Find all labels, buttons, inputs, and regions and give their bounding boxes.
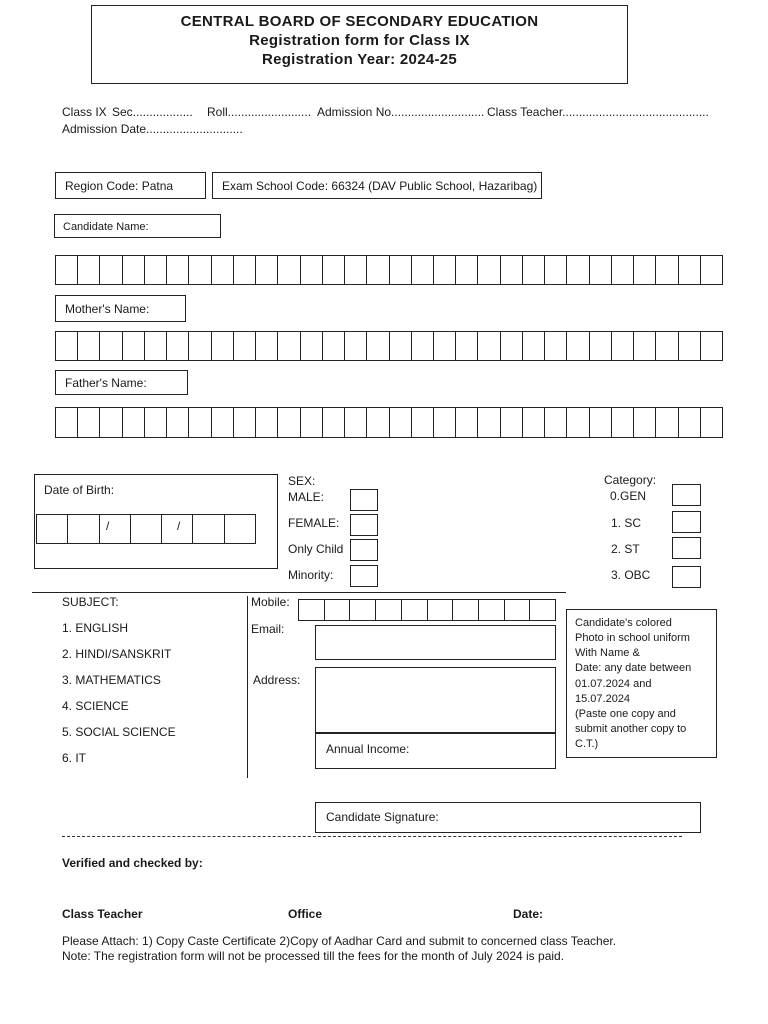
fathers-name-label-box	[55, 370, 188, 395]
photo-note-line: C.T.)	[575, 738, 599, 750]
region-code-box	[55, 172, 206, 199]
mothers-name-label: Mother's Name:	[65, 302, 150, 316]
dob-label: Date of Birth:	[44, 483, 115, 497]
email-label: Email:	[251, 622, 285, 636]
class-teacher-field[interactable]: Class Teacher............................................	[487, 105, 709, 119]
mothers-name-label-box	[55, 295, 186, 322]
section-divider	[32, 592, 566, 593]
attach-note: Please Attach: 1) Copy Caste Certificate 2)Copy of Aadhar Card and submit to concerned class Teacher.	[62, 934, 617, 948]
email-input[interactable]	[315, 625, 556, 660]
category-st-checkbox[interactable]	[672, 537, 701, 559]
photo-note-line: With Name &	[575, 647, 640, 659]
subject-item: 4. SCIENCE	[62, 699, 129, 713]
category-sc-checkbox[interactable]	[672, 511, 701, 533]
sex-label: SEX:	[288, 474, 316, 488]
female-label: FEMALE:	[288, 516, 340, 530]
mothers-name-grid[interactable]	[55, 331, 723, 361]
photo-note-line: Candidate's colored	[575, 617, 672, 629]
verified-label: Verified and checked by:	[62, 856, 203, 870]
photo-note-line: (Paste one copy and	[575, 708, 676, 720]
photo-box[interactable]	[566, 609, 717, 758]
region-code: Region Code: Patna	[65, 179, 174, 193]
mobile-grid[interactable]	[298, 599, 556, 621]
address-input[interactable]	[315, 667, 556, 733]
annual-income-box[interactable]	[315, 733, 556, 769]
exam-school-code: Exam School Code: 66324 (DAV Public School, Hazaribag)	[222, 179, 538, 193]
subject-item: 1. ENGLISH	[62, 621, 129, 635]
board-title: CENTRAL BOARD OF SECONDARY EDUCATION	[180, 13, 539, 30]
female-checkbox[interactable]	[350, 514, 378, 536]
subject-item: 5. SOCIAL SCIENCE	[62, 725, 176, 739]
category-sc-label: 1. SC	[611, 516, 642, 530]
date-signoff: Date:	[513, 907, 544, 921]
category-gen-label: 0.GEN	[610, 489, 647, 503]
minority-checkbox[interactable]	[350, 565, 378, 587]
male-checkbox[interactable]	[350, 489, 378, 511]
admission-date-field[interactable]: Admission Date.............................	[62, 122, 243, 136]
photo-note-line: 01.07.2024 and	[575, 678, 652, 690]
subject-item: 3. MATHEMATICS	[62, 673, 161, 687]
dob-separator-2: /	[177, 519, 181, 533]
exam-school-code-box	[212, 172, 542, 199]
address-label: Address:	[253, 673, 301, 687]
form-title: Registration form for Class IX	[249, 32, 470, 49]
fathers-name-grid[interactable]	[55, 407, 723, 438]
subject-divider	[247, 596, 248, 778]
candidate-name-grid[interactable]	[55, 255, 723, 285]
category-label: Category:	[604, 473, 657, 487]
category-obc-checkbox[interactable]	[672, 566, 701, 588]
minority-label: Minority:	[288, 568, 334, 582]
category-st-label: 2. ST	[611, 542, 640, 556]
fees-note: Note: The registration form will not be processed till the fees for the month of July 2024 is paid.	[62, 949, 565, 963]
subject-item: 2. HINDI/SANSKRIT	[62, 647, 172, 661]
class-label: Class IX	[62, 105, 107, 119]
admission-no-field[interactable]: Admission No............................	[317, 105, 485, 119]
form-header	[91, 5, 628, 84]
dob-separator-1: /	[106, 519, 110, 533]
only-child-checkbox[interactable]	[350, 539, 378, 561]
class-teacher-signoff: Class Teacher	[62, 907, 143, 921]
annual-income-label: Annual Income:	[326, 742, 410, 756]
candidate-signature-box[interactable]	[315, 802, 701, 833]
category-gen-checkbox[interactable]	[672, 484, 701, 506]
only-child-label: Only Child	[288, 542, 344, 556]
subject-label: SUBJECT:	[62, 595, 119, 609]
mobile-label: Mobile:	[251, 595, 290, 609]
photo-note-line: Photo in school uniform	[575, 632, 690, 644]
office-signoff: Office	[288, 907, 323, 921]
fathers-name-label: Father's Name:	[65, 376, 147, 390]
candidate-name-label-box	[54, 214, 221, 238]
registration-year: Registration Year: 2024-25	[261, 51, 458, 68]
photo-note-line: 15.07.2024	[575, 693, 631, 705]
roll-field[interactable]: Roll.........................	[207, 105, 312, 119]
photo-note-line: Date: any date between	[575, 662, 692, 674]
dob-grid[interactable]	[36, 514, 256, 544]
photo-note-line: submit another copy to	[575, 723, 687, 735]
candidate-name-label: Candidate Name:	[63, 221, 149, 233]
male-label: MALE:	[288, 490, 325, 504]
category-obc-label: 3. OBC	[611, 568, 651, 582]
subject-item: 6. IT	[62, 751, 87, 765]
sec-field[interactable]: Sec..................	[112, 105, 193, 119]
dashed-divider	[62, 836, 682, 837]
candidate-signature-label: Candidate Signature:	[326, 810, 439, 824]
